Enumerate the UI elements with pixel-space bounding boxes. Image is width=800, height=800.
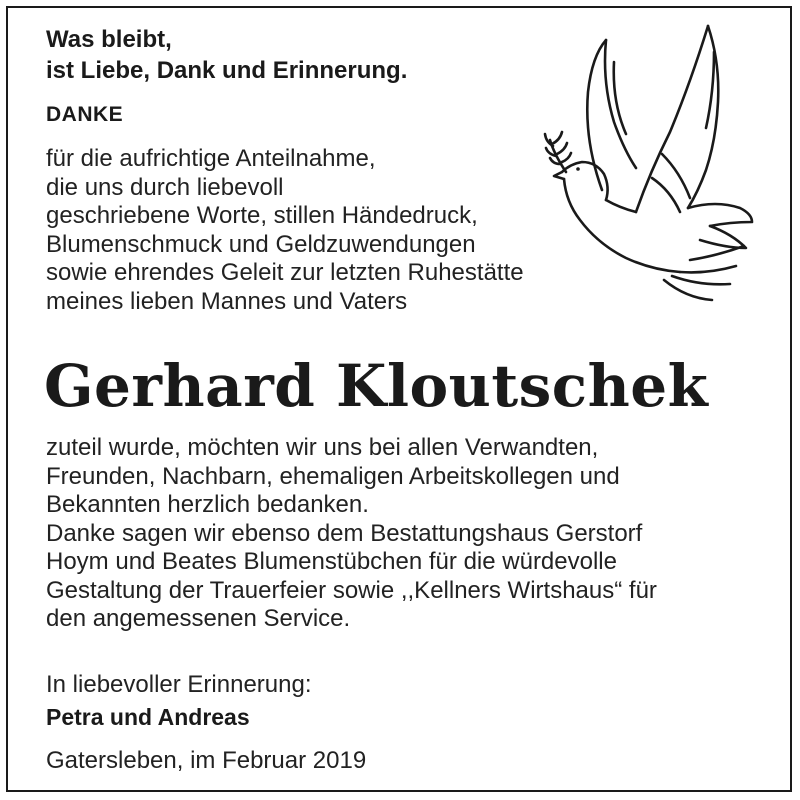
intro-line: geschriebene Worte, stillen Händedruck,: [46, 202, 478, 229]
motto-line: Was bleibt,: [46, 26, 172, 53]
dove-front-wing: [636, 26, 708, 212]
thanks-line: den angemessenen Service.: [46, 605, 351, 632]
place-date: Gatersleben, im Februar 2019: [46, 747, 367, 774]
dove-head: [562, 162, 608, 200]
motto: [46, 24, 407, 86]
thanks-line: Bekannten herzlich bedanken.: [46, 491, 369, 518]
deceased-name: Gerhard Kloutschek: [44, 352, 709, 420]
signers: Petra und Andreas: [46, 704, 250, 730]
dove-tail: [680, 266, 736, 272]
motto-line: ist Liebe, Dank und Erinnerung.: [46, 57, 408, 84]
thanks-paragraph: [46, 434, 657, 634]
intro-line: Blumenschmuck und Geldzuwendungen: [46, 230, 476, 258]
thanks-line: Danke sagen wir ebenso dem Bestattungshaus Gerstorf: [46, 519, 643, 547]
thanks-line: Gestaltung der Trauerfeier sowie ,,Kellners Wirtshaus“ für: [46, 576, 657, 604]
intro-line: sowie ehrendes Geleit zur letzten Ruhestätte: [46, 259, 524, 286]
memory-line: In liebevoller Erinnerung:: [46, 671, 312, 698]
intro-paragraph: [46, 145, 524, 316]
thanks-line: Hoym und Beates Blumenstübchen für die würdevolle: [46, 548, 617, 575]
dove-body: [564, 179, 680, 272]
thanks-line: zuteil wurde, möchten wir uns bei allen Verwandten,: [46, 434, 599, 461]
intro-line: meines lieben Mannes und Vaters: [46, 287, 408, 315]
thanks-line: Freunden, Nachbarn, ehemaligen Arbeitskollegen und: [46, 462, 620, 490]
intro-line: für die aufrichtige Anteilnahme,: [46, 145, 376, 172]
intro-line: die uns durch liebevoll: [46, 173, 284, 201]
dove-with-olive-branch-icon: [540, 22, 755, 304]
heading-danke: DANKE: [46, 103, 124, 126]
